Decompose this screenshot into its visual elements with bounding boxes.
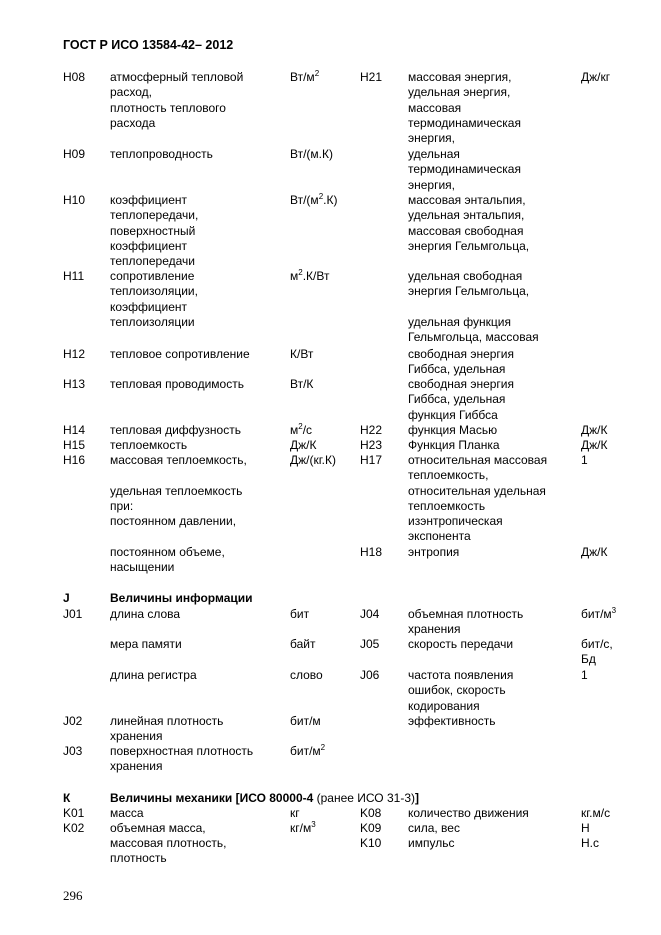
row-code: H12	[63, 347, 86, 361]
row-code: H14	[63, 423, 86, 437]
row-code: H16	[63, 453, 86, 467]
document-header: ГОСТ Р ИСО 13584-42– 2012	[63, 38, 234, 52]
row-code: H15	[63, 438, 86, 452]
quantity-name: теплопроводность	[110, 147, 213, 161]
quantity-name: массовая теплоемкость, удельная теплоемкость при: постоянном давлении,	[110, 453, 247, 529]
unit: К/Вт	[290, 347, 314, 361]
unit: бит	[290, 607, 310, 621]
quantity-name-right: количество движения	[408, 806, 529, 820]
quantity-name-right: скорость передачи	[408, 637, 514, 651]
row-code-right: K09	[360, 821, 382, 835]
quantity-name-right: свободная энергия Гиббса, удельная	[408, 347, 515, 377]
quantity-name: длина регистра	[110, 668, 197, 682]
unit: $Вт/м^2$	[290, 69, 320, 84]
row-code: H10	[63, 193, 86, 207]
row-code: J02	[63, 714, 83, 728]
unit: Дж/(кг.К)	[290, 453, 336, 467]
unit-right: 1	[581, 668, 588, 682]
row-code-right: H17	[360, 453, 383, 467]
unit: Вт/(м.К)	[290, 147, 334, 161]
section-title-bracket: ]	[415, 791, 419, 805]
row-code: K01	[63, 806, 85, 820]
quantity-name-right: удельная термодинамическая энергия,	[408, 147, 521, 192]
row-code: H08	[63, 70, 86, 84]
quantity-name-right: функция Масью	[408, 423, 498, 437]
quantity-name-right: энтропия	[408, 545, 460, 559]
quantity-name-right: эффективность	[408, 714, 496, 728]
unit: Дж/К	[290, 438, 317, 452]
quantity-name-right: относительная массовая теплоемкость, относительная удельная теплоемкость изэнтропическая экспонента	[408, 453, 548, 544]
section-title-note: (ранее ИСО 31-3)	[313, 791, 415, 805]
row-code: H11	[63, 269, 85, 283]
quantity-name-right: объемная плотность хранения	[408, 607, 524, 637]
section-title-bold: Величины информации	[110, 591, 253, 605]
quantity-name: объемная масса,	[110, 821, 206, 835]
row-code-right: K10	[360, 836, 382, 850]
quantity-name: постоянном объеме, насыщении	[110, 545, 225, 575]
section-letter: К	[63, 791, 71, 805]
row-code-right: K08	[360, 806, 382, 820]
row-code: H13	[63, 377, 86, 391]
unit: слово	[290, 668, 323, 682]
unit-right: Н.с	[581, 836, 599, 850]
unit-right: Дж/кг	[581, 70, 611, 84]
section-title	[110, 591, 253, 606]
quantity-name: теплоемкость	[110, 438, 188, 452]
unit: байт	[290, 637, 316, 651]
row-code-right: J04	[360, 607, 380, 621]
quantity-name-right: импульс	[408, 836, 455, 850]
section-title-bold: Величины механики [ИСО 80000-4	[110, 791, 314, 805]
section-letter: J	[63, 591, 70, 605]
unit: бит/$м^2$	[290, 743, 326, 758]
unit-right: Дж/К	[581, 438, 608, 452]
unit-right: кг.м/с	[581, 806, 611, 820]
unit-right: 1	[581, 453, 588, 467]
unit: бит/м	[290, 714, 321, 728]
quantity-name: линейная плотность хранения	[110, 714, 224, 744]
quantity-name: сопротивление теплоизоляции, коэффициент теплоизоляции	[110, 269, 198, 329]
unit-right: Н	[581, 821, 590, 835]
page-number: 296	[63, 888, 83, 903]
quantity-name-right: удельная свободная энергия Гельмгольца, удельная функция Гельмгольца, массовая	[408, 269, 539, 345]
quantity-name-right: массовая энтальпия, удельная энтальпия, массовая свободная энергия Гельмгольца,	[408, 193, 530, 253]
quantity-name-right: массовая энергия, удельная энергия, массовая термодинамическая энергия,	[408, 70, 521, 146]
quantity-name: массовая плотность, плотность	[110, 836, 227, 866]
unit: Вт/К	[290, 377, 314, 391]
row-code: H09	[63, 147, 86, 161]
quantity-name: тепловое сопротивление	[110, 347, 250, 361]
row-code-right: J06	[360, 668, 380, 682]
row-code: J03	[63, 744, 83, 758]
unit-right: Дж/К	[581, 423, 608, 437]
unit: $м^2.К/Вт$	[290, 268, 330, 283]
quantity-name: поверхностная плотность хранения	[110, 744, 254, 774]
row-code: J01	[63, 607, 83, 621]
unit: $м^2/с$	[290, 422, 313, 437]
row-code-right: H22	[360, 423, 383, 437]
unit-right: бит/$м^3$	[581, 606, 617, 621]
row-code-right: H18	[360, 545, 383, 559]
unit-right: Дж/К	[581, 545, 608, 559]
quantity-name: тепловая проводимость	[110, 377, 244, 391]
quantity-name: длина слова	[110, 607, 181, 621]
quantity-name: атмосферный тепловой расход, плотность теплового расхода	[110, 70, 244, 130]
row-code-right: J05	[360, 637, 380, 651]
unit-right: бит/с, Бд	[581, 637, 613, 667]
quantity-name: мера памяти	[110, 637, 182, 651]
row-code: K02	[63, 821, 85, 835]
quantity-name: тепловая диффузность	[110, 423, 241, 437]
quantity-name: коэффициент теплопередачи, поверхностный коэффициент теплопередачи	[110, 193, 199, 269]
unit: кг	[290, 806, 300, 820]
quantity-name-right: свободная энергия Гиббса, удельная функция Гиббса	[408, 377, 515, 422]
quantity-name-right: частота появления ошибок, скорость кодирования	[408, 668, 514, 713]
row-code-right: H23	[360, 438, 383, 452]
section-title	[110, 791, 419, 806]
quantity-name-right: Функция Планка	[408, 438, 500, 452]
quantity-name: масса	[110, 806, 144, 820]
unit: $кг/м^3$	[290, 820, 316, 835]
unit: $Вт/(м^2.К)$	[290, 192, 338, 207]
quantity-name-right: сила, вес	[408, 821, 460, 835]
row-code-right: H21	[360, 70, 383, 84]
